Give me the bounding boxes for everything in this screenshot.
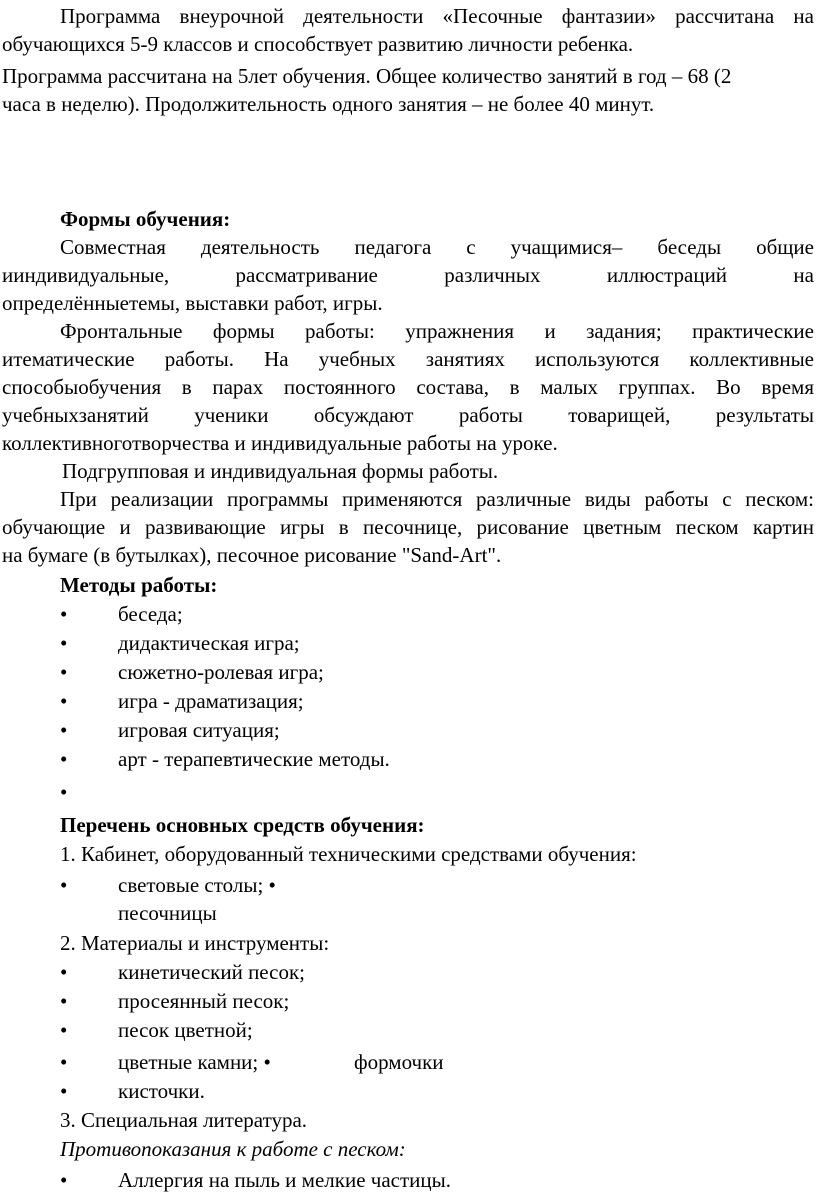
means-item2-bullet: формочки <box>354 1050 444 1074</box>
forms-p2-line-3: способыобучения в парах постоянного состава, в малых группах. Во время <box>2 375 814 399</box>
means-item1-bullet: световые столы; • <box>118 873 276 897</box>
methods-item: сюжетно-ролевая игра; <box>118 660 324 684</box>
forms-p1-line-2: ииндивидуальные, рассматривание различных иллюстраций на <box>2 263 814 287</box>
bullet-icon: • <box>60 660 68 684</box>
bullet-icon: • <box>60 989 68 1013</box>
forms-heading: Формы обучения: <box>60 207 231 231</box>
methods-item: игра - драматизация; <box>118 689 304 713</box>
means-item2-bullet: кисточки. <box>118 1079 205 1103</box>
contra-item: Аллергия на пыль и мелкие частицы. <box>118 1168 451 1192</box>
intro-line-4: часа в неделю). Продолжительность одного занятия – не более 40 минут. <box>2 92 655 116</box>
forms-p3: Подгрупповая и индивидуальная формы работы. <box>62 459 499 483</box>
intro-line-1: Программа внеурочной деятельности «Песочные фантазии» рассчитана на <box>60 4 814 28</box>
means-item-2: 2. Материалы и инструменты: <box>60 931 330 955</box>
forms-p2-line-4: учебныхзанятий ученики обсуждают работы товарищей, результаты <box>2 403 814 427</box>
bullet-icon: • <box>60 1018 68 1042</box>
bullet-icon: • <box>60 631 68 655</box>
means-item2-bullet: цветные камни; • <box>118 1050 271 1074</box>
bullet-icon: • <box>60 1050 68 1074</box>
forms-p1-line-1: Совместная деятельность педагога с учащимися– беседы общие <box>60 235 814 259</box>
forms-p4-line-1: При реализации программы применяются различные виды работы с песком: <box>60 487 814 511</box>
intro-line-3: Программа рассчитана на 5лет обучения. Общее количество занятий в год – 68 (2 <box>2 64 732 88</box>
forms-p4-line-2: обучающие и развивающие игры в песочнице, рисование цветным песком картин <box>2 515 814 539</box>
bullet-icon: • <box>60 1079 68 1103</box>
bullet-icon: • <box>60 718 68 742</box>
methods-item: беседа; <box>118 602 183 626</box>
methods-item: дидактическая игра; <box>118 631 300 655</box>
forms-p2-line-2: итематические работы. На учебных занятиях используются коллективные <box>2 347 814 371</box>
intro-line-2: обучающихся 5-9 классов и способствует развитию личности ребенка. <box>2 32 634 56</box>
means-item-1: 1. Кабинет, оборудованный техническими средствами обучения: <box>60 842 637 866</box>
methods-heading: Методы работы: <box>60 573 218 597</box>
methods-item: игровая ситуация; <box>118 718 280 742</box>
forms-p2-line-1: Фронтальные формы работы: упражнения и задания; практические <box>60 319 814 343</box>
means-item-3: 3. Специальная литература. <box>60 1108 308 1132</box>
means-item2-bullet: просеянный песок; <box>118 989 290 1013</box>
forms-p2-line-5: коллективноготворчества и индивидуальные работы на уроке. <box>2 431 558 455</box>
forms-p4-line-3: на бумаге (в бутылках), песочное рисование "Sand-Art". <box>2 543 502 567</box>
contra-heading: Противопоказания к работе с песком: <box>60 1137 406 1161</box>
forms-p1-line-3: определённыетемы, выставки работ, игры. <box>2 291 383 315</box>
bullet-icon: • <box>60 960 68 984</box>
means-item2-bullet: песок цветной; <box>118 1018 253 1042</box>
methods-item: арт - терапевтические методы. <box>118 747 390 771</box>
bullet-icon: • <box>60 689 68 713</box>
means-item1-bullet: песочницы <box>118 901 217 925</box>
bullet-icon: • <box>60 780 68 804</box>
bullet-icon: • <box>60 1168 68 1192</box>
means-item2-bullet: кинетический песок; <box>118 960 306 984</box>
bullet-icon: • <box>60 602 68 626</box>
bullet-icon: • <box>60 873 68 897</box>
bullet-icon: • <box>60 747 68 771</box>
means-heading: Перечень основных средств обучения: <box>60 813 425 837</box>
